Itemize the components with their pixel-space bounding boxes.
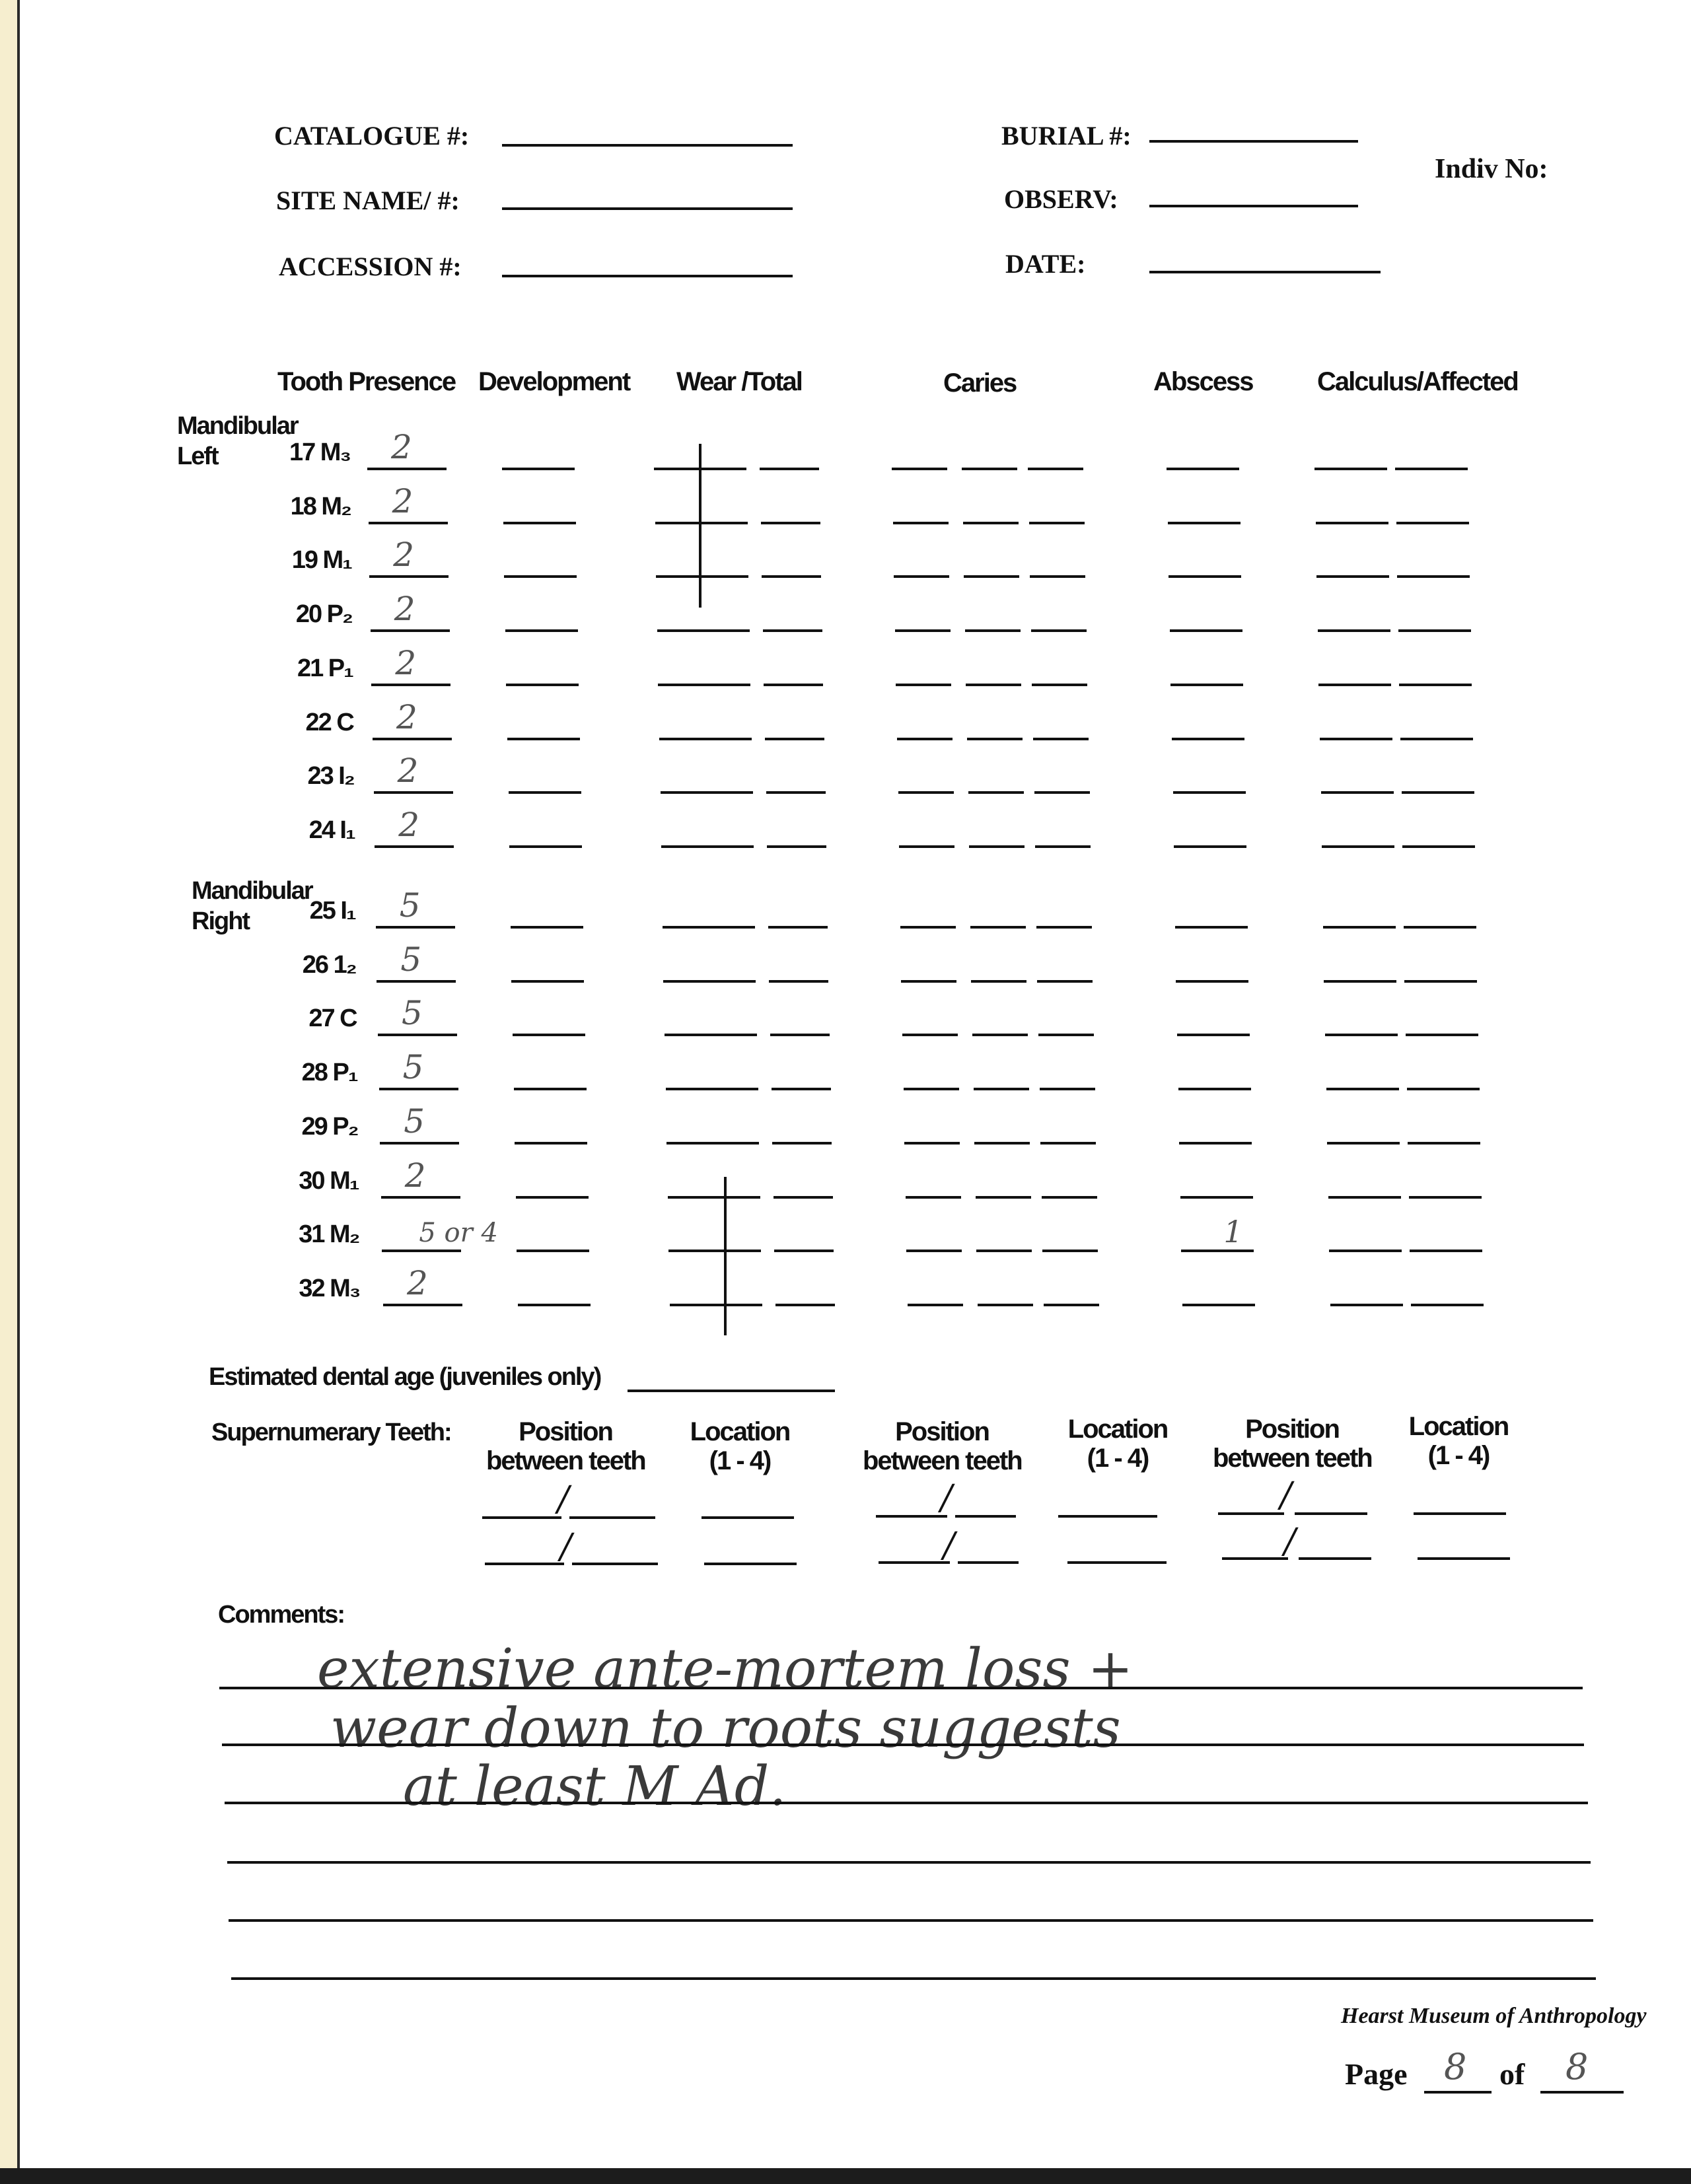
tooth-label: 25 I₁ bbox=[309, 897, 355, 925]
sup-loc3-field[interactable] bbox=[1414, 1512, 1506, 1515]
tooth-field-col-2[interactable] bbox=[767, 845, 826, 848]
tooth-field-col-2[interactable] bbox=[766, 791, 826, 794]
tooth-field-col-6[interactable] bbox=[1178, 1088, 1251, 1090]
tooth-field-col-3[interactable] bbox=[899, 845, 954, 848]
comment-field-6[interactable] bbox=[231, 1977, 1596, 1980]
burial-field[interactable] bbox=[1149, 140, 1358, 143]
tooth-presence-value: 5 bbox=[399, 886, 421, 925]
tooth-field-col-6[interactable] bbox=[1175, 926, 1248, 929]
tooth-field-col-6[interactable] bbox=[1170, 684, 1243, 686]
tooth-presence-field[interactable] bbox=[375, 845, 454, 848]
tooth-field-col-8[interactable] bbox=[1404, 980, 1477, 983]
tooth-field-col-4[interactable] bbox=[970, 926, 1026, 929]
tooth-presence-value: 2 bbox=[396, 697, 417, 736]
tooth-field-col-0[interactable] bbox=[513, 1034, 585, 1036]
sup-pos3-d-field[interactable] bbox=[1299, 1557, 1371, 1560]
tooth-field-col-3[interactable] bbox=[898, 791, 954, 794]
comment-line-3: at least M Ad. bbox=[403, 1755, 787, 1818]
tooth-field-col-8[interactable] bbox=[1402, 845, 1475, 848]
tooth-field-col-2[interactable] bbox=[772, 1088, 831, 1090]
comment-line-2: wear down to roots suggests bbox=[330, 1697, 1121, 1760]
tooth-field-col-6[interactable] bbox=[1181, 1250, 1254, 1252]
sup-location-1-line1: Location bbox=[690, 1417, 790, 1446]
tooth-field-col-5[interactable] bbox=[1031, 629, 1087, 632]
tooth-field-col-7[interactable] bbox=[1327, 1142, 1400, 1145]
tooth-field-col-0[interactable] bbox=[518, 1304, 591, 1306]
tooth-presence-field[interactable] bbox=[382, 1250, 461, 1252]
observ-label: OBSERV: bbox=[1004, 184, 1118, 214]
accession-label: ACCESSION #: bbox=[279, 252, 462, 281]
tooth-field-col-6[interactable] bbox=[1169, 575, 1241, 578]
tooth-field-col-5[interactable] bbox=[1035, 845, 1091, 848]
sup-position-2-line2: between teeth bbox=[863, 1446, 1022, 1475]
col-caries: Caries bbox=[943, 369, 1017, 398]
tooth-field-col-6[interactable] bbox=[1179, 1142, 1252, 1145]
tooth-field-col-3[interactable] bbox=[904, 1088, 959, 1090]
tooth-field-col-4[interactable] bbox=[971, 980, 1026, 983]
tooth-field-col-4[interactable] bbox=[974, 1088, 1029, 1090]
sup-pos2-b-field[interactable] bbox=[955, 1515, 1016, 1518]
estimated-age-field[interactable] bbox=[628, 1390, 835, 1392]
sup-position-header-2 bbox=[863, 1417, 1021, 1475]
col-abscess: Abscess bbox=[1153, 367, 1253, 396]
sup-pos1-b-field[interactable] bbox=[569, 1516, 655, 1519]
tooth-presence-value: 2 bbox=[393, 536, 414, 574]
tooth-field-col-0[interactable] bbox=[506, 684, 579, 686]
tooth-field-col-2[interactable] bbox=[763, 629, 822, 632]
slash-mark: / bbox=[558, 1479, 569, 1519]
tooth-presence-value: 5 bbox=[404, 1102, 425, 1141]
tooth-presence-value: 5 or 4 bbox=[419, 1218, 498, 1248]
sup-pos3-b-field[interactable] bbox=[1295, 1512, 1367, 1515]
scan-bottom-edge bbox=[0, 2168, 1691, 2184]
tooth-field-col-7[interactable] bbox=[1318, 629, 1390, 632]
tooth-presence-field[interactable] bbox=[369, 575, 449, 578]
sup-location-1-line2: (1 - 4) bbox=[709, 1446, 771, 1475]
sup-location-header-3 bbox=[1406, 1412, 1511, 1470]
tooth-field-col-1[interactable] bbox=[668, 1250, 761, 1252]
tooth-field-col-7[interactable] bbox=[1328, 1196, 1401, 1199]
sup-loc1-b-field[interactable] bbox=[704, 1563, 797, 1565]
tooth-presence-value: 2 bbox=[397, 752, 419, 790]
sup-pos1-c-field[interactable] bbox=[485, 1563, 564, 1565]
sup-pos2-a-field[interactable] bbox=[876, 1515, 947, 1518]
tooth-label: 27 C bbox=[308, 1004, 357, 1032]
catalogue-label: CATALOGUE #: bbox=[274, 121, 470, 151]
wear-divider-right-molars bbox=[724, 1177, 727, 1335]
tooth-field-col-0[interactable] bbox=[504, 575, 577, 578]
tooth-field-col-5[interactable] bbox=[1033, 738, 1089, 740]
tooth-field-col-8[interactable] bbox=[1410, 1250, 1482, 1252]
tooth-field-col-0[interactable] bbox=[516, 1196, 589, 1199]
section-right-line1: Mandibular bbox=[192, 877, 312, 905]
tooth-presence-field[interactable] bbox=[373, 738, 452, 740]
tooth-presence-value: 5 bbox=[402, 994, 423, 1032]
tooth-field-col-0[interactable] bbox=[511, 926, 583, 929]
tooth-field-col-5[interactable] bbox=[1044, 1304, 1099, 1306]
burial-label: BURIAL #: bbox=[1001, 121, 1132, 151]
tooth-field-col-3[interactable] bbox=[892, 468, 947, 470]
observ-field[interactable] bbox=[1149, 205, 1358, 207]
sup-pos2-c-field[interactable] bbox=[879, 1561, 950, 1564]
tooth-field-col-6[interactable] bbox=[1167, 468, 1239, 470]
sup-pos3-c-field[interactable] bbox=[1222, 1557, 1288, 1560]
tooth-label: 31 M₂ bbox=[299, 1220, 359, 1248]
tooth-field-col-8[interactable] bbox=[1396, 522, 1469, 524]
tooth-presence-value: 2 bbox=[392, 481, 414, 520]
tooth-field-col-2[interactable] bbox=[760, 468, 819, 470]
tooth-presence-value: 2 bbox=[398, 805, 419, 844]
tooth-field-col-4[interactable] bbox=[978, 1304, 1033, 1306]
tooth-field-col-8[interactable] bbox=[1399, 684, 1472, 686]
page-number: 8 bbox=[1444, 2046, 1467, 2088]
sup-position-1-line2: between teeth bbox=[486, 1446, 645, 1475]
tooth-field-col-3[interactable] bbox=[894, 575, 949, 578]
wear-divider-left-molars bbox=[699, 444, 702, 608]
tooth-field-col-4[interactable] bbox=[974, 1142, 1030, 1145]
tooth-field-col-1[interactable] bbox=[666, 1142, 759, 1145]
tooth-field-col-7[interactable] bbox=[1325, 1034, 1398, 1036]
tooth-field-col-8[interactable] bbox=[1411, 1304, 1484, 1306]
tooth-field-col-2[interactable] bbox=[769, 980, 828, 983]
sup-location-header-1 bbox=[687, 1417, 793, 1475]
tooth-field-col-0[interactable] bbox=[509, 845, 582, 848]
tooth-field-col-8[interactable] bbox=[1397, 575, 1470, 578]
tooth-label: 26 1₂ bbox=[302, 950, 356, 979]
tooth-field-col-3[interactable] bbox=[904, 1142, 960, 1145]
tooth-field-col-7[interactable] bbox=[1320, 738, 1392, 740]
catalogue-field[interactable] bbox=[502, 144, 793, 147]
tooth-label: 28 P₁ bbox=[301, 1058, 357, 1086]
tooth-field-col-0[interactable] bbox=[505, 629, 578, 632]
tooth-field-col-1[interactable] bbox=[665, 1034, 757, 1036]
tooth-field-col-3[interactable] bbox=[893, 522, 949, 524]
slash-mark: / bbox=[943, 1526, 955, 1565]
supernumerary-label: Supernumerary Teeth: bbox=[211, 1419, 451, 1446]
tooth-presence-value: 2 bbox=[407, 1263, 428, 1302]
tooth-label: 24 I₁ bbox=[308, 816, 355, 844]
tooth-presence-value: 2 bbox=[395, 644, 417, 682]
tooth-field-col-4[interactable] bbox=[969, 845, 1025, 848]
sup-pos1-d-field[interactable] bbox=[572, 1563, 658, 1565]
tooth-presence-value: 5 bbox=[400, 940, 422, 979]
section-left-line1: Mandibular bbox=[177, 412, 298, 440]
tooth-field-col-1[interactable] bbox=[661, 791, 753, 794]
tooth-label: 21 P₁ bbox=[297, 654, 353, 682]
tooth-field-col-2[interactable] bbox=[772, 1142, 832, 1145]
section-right-line2: Right bbox=[192, 907, 250, 935]
tooth-field-col-3[interactable] bbox=[900, 926, 956, 929]
sup-pos3-a-field[interactable] bbox=[1218, 1512, 1284, 1515]
tooth-field-col-1[interactable] bbox=[656, 575, 748, 578]
estimated-age-label: Estimated dental age (juveniles only) bbox=[209, 1363, 601, 1391]
tooth-field-col-3[interactable] bbox=[901, 980, 956, 983]
sup-loc2-b-field[interactable] bbox=[1067, 1561, 1167, 1564]
of-label: of bbox=[1499, 2057, 1525, 2091]
sup-location-2-line1: Location bbox=[1067, 1415, 1168, 1444]
tooth-field-col-8[interactable] bbox=[1398, 629, 1471, 632]
slash-mark: / bbox=[1284, 1522, 1296, 1561]
comment-field-1[interactable] bbox=[219, 1687, 1583, 1689]
tooth-field-col-7[interactable] bbox=[1323, 926, 1396, 929]
tooth-field-col-0[interactable] bbox=[502, 468, 575, 470]
tooth-field-col-5[interactable] bbox=[1029, 522, 1085, 524]
tooth-presence-field[interactable] bbox=[378, 1034, 457, 1036]
tooth-field-col-8[interactable] bbox=[1406, 1034, 1478, 1036]
tooth-presence-field[interactable] bbox=[369, 522, 448, 524]
tooth-label: 19 M₁ bbox=[291, 546, 351, 574]
col-calculus-affected: Calculus/Affected bbox=[1317, 367, 1518, 396]
slash-mark: / bbox=[1280, 1475, 1292, 1515]
tooth-field-col-0[interactable] bbox=[509, 791, 581, 794]
tooth-label: 32 M₃ bbox=[299, 1274, 360, 1302]
slash-mark: / bbox=[941, 1478, 953, 1518]
tooth-presence-value: 2 bbox=[391, 428, 412, 466]
tooth-field-col-6[interactable] bbox=[1180, 1196, 1253, 1199]
tooth-field-col-8[interactable] bbox=[1400, 738, 1473, 740]
tooth-presence-field[interactable] bbox=[381, 1196, 460, 1199]
tooth-field-col-2[interactable] bbox=[775, 1304, 835, 1306]
tooth-field-col-0[interactable] bbox=[507, 738, 580, 740]
tooth-field-col-5[interactable] bbox=[1030, 575, 1085, 578]
tooth-field-col-1[interactable] bbox=[670, 1304, 762, 1306]
tooth-presence-field[interactable] bbox=[380, 1142, 459, 1145]
col-development: Development bbox=[478, 367, 630, 396]
section-left-line2: Left bbox=[177, 442, 218, 470]
tooth-abscess-value: 1 bbox=[1223, 1214, 1243, 1250]
site-name-field[interactable] bbox=[502, 207, 793, 210]
tooth-field-col-3[interactable] bbox=[897, 738, 953, 740]
tooth-field-col-4[interactable] bbox=[964, 575, 1019, 578]
sup-location-header-2 bbox=[1065, 1415, 1170, 1473]
tooth-field-col-5[interactable] bbox=[1038, 1034, 1094, 1036]
tooth-field-col-3[interactable] bbox=[895, 629, 951, 632]
tooth-field-col-4[interactable] bbox=[962, 468, 1017, 470]
tooth-field-col-7[interactable] bbox=[1314, 468, 1387, 470]
date-label: DATE: bbox=[1005, 249, 1086, 279]
page-total-field[interactable] bbox=[1540, 2091, 1624, 2094]
tooth-field-col-6[interactable] bbox=[1177, 1034, 1250, 1036]
tooth-field-col-7[interactable] bbox=[1322, 845, 1394, 848]
indiv-no-label: Indiv No: bbox=[1435, 154, 1548, 184]
tooth-field-col-7[interactable] bbox=[1329, 1250, 1402, 1252]
tooth-presence-value: 2 bbox=[394, 589, 415, 628]
tooth-field-col-0[interactable] bbox=[515, 1142, 587, 1145]
tooth-field-col-8[interactable] bbox=[1409, 1196, 1482, 1199]
sup-position-2-line1: Position bbox=[895, 1417, 989, 1446]
tooth-field-col-5[interactable] bbox=[1042, 1250, 1098, 1252]
tooth-field-col-5[interactable] bbox=[1028, 468, 1083, 470]
tooth-field-col-1[interactable] bbox=[658, 684, 750, 686]
tooth-field-col-0[interactable] bbox=[511, 980, 584, 983]
tooth-field-col-1[interactable] bbox=[668, 1196, 760, 1199]
tooth-field-col-4[interactable] bbox=[967, 738, 1023, 740]
tooth-field-col-4[interactable] bbox=[976, 1250, 1032, 1252]
tooth-presence-field[interactable] bbox=[379, 1088, 458, 1090]
tooth-field-col-8[interactable] bbox=[1407, 1088, 1480, 1090]
sup-loc3-b-field[interactable] bbox=[1418, 1557, 1510, 1560]
tooth-field-col-3[interactable] bbox=[906, 1250, 962, 1252]
tooth-field-col-2[interactable] bbox=[761, 522, 820, 524]
tooth-field-col-5[interactable] bbox=[1040, 1088, 1095, 1090]
tooth-field-col-3[interactable] bbox=[906, 1196, 961, 1199]
tooth-label: 20 P₂ bbox=[295, 600, 352, 628]
tooth-field-col-2[interactable] bbox=[774, 1250, 834, 1252]
comment-field-5[interactable] bbox=[229, 1919, 1593, 1922]
tooth-field-col-6[interactable] bbox=[1173, 791, 1246, 794]
tooth-label: 17 M₃ bbox=[289, 439, 350, 466]
tooth-label: 23 I₂ bbox=[307, 762, 354, 790]
page-number-field[interactable] bbox=[1424, 2091, 1492, 2094]
sup-pos2-d-field[interactable] bbox=[958, 1561, 1019, 1564]
tooth-field-col-3[interactable] bbox=[902, 1034, 958, 1036]
tooth-field-col-7[interactable] bbox=[1321, 791, 1394, 794]
tooth-field-col-5[interactable] bbox=[1036, 926, 1092, 929]
tooth-label: 18 M₂ bbox=[290, 492, 351, 520]
tooth-field-col-2[interactable] bbox=[762, 575, 821, 578]
tooth-presence-field[interactable] bbox=[383, 1304, 462, 1306]
tooth-field-col-1[interactable] bbox=[666, 1088, 758, 1090]
comments-label: Comments: bbox=[218, 1601, 345, 1629]
tooth-field-col-6[interactable] bbox=[1172, 738, 1244, 740]
comment-field-3[interactable] bbox=[225, 1802, 1588, 1804]
tooth-field-col-5[interactable] bbox=[1037, 980, 1093, 983]
comment-field-4[interactable] bbox=[227, 1861, 1591, 1864]
accession-field[interactable] bbox=[502, 275, 793, 277]
tooth-presence-value: 2 bbox=[404, 1156, 426, 1195]
sup-loc2-field[interactable] bbox=[1058, 1515, 1157, 1518]
comment-line-1: extensive ante-mortem loss + bbox=[317, 1638, 1133, 1701]
tooth-field-col-5[interactable] bbox=[1032, 684, 1087, 686]
tooth-field-col-7[interactable] bbox=[1316, 522, 1388, 524]
sup-loc1-field[interactable] bbox=[702, 1516, 794, 1519]
tooth-field-col-0[interactable] bbox=[503, 522, 576, 524]
tooth-field-col-7[interactable] bbox=[1330, 1304, 1403, 1306]
tooth-presence-field[interactable] bbox=[377, 980, 456, 983]
tooth-field-col-1[interactable] bbox=[663, 926, 755, 929]
tooth-field-col-0[interactable] bbox=[517, 1250, 589, 1252]
sup-position-1-line1: Position bbox=[519, 1417, 612, 1446]
tooth-field-col-8[interactable] bbox=[1404, 926, 1476, 929]
sup-position-3-line2: between teeth bbox=[1213, 1444, 1372, 1473]
sup-position-3-line1: Position bbox=[1245, 1415, 1339, 1444]
tooth-field-col-1[interactable] bbox=[661, 845, 754, 848]
slash-mark: / bbox=[560, 1527, 572, 1567]
tooth-field-col-6[interactable] bbox=[1182, 1304, 1255, 1306]
tooth-field-col-6[interactable] bbox=[1176, 980, 1248, 983]
sup-position-header-1 bbox=[486, 1417, 645, 1475]
tooth-field-col-6[interactable] bbox=[1174, 845, 1246, 848]
tooth-field-col-8[interactable] bbox=[1408, 1142, 1480, 1145]
tooth-presence-field[interactable] bbox=[376, 926, 455, 929]
sup-location-3-line2: (1 - 4) bbox=[1427, 1441, 1490, 1470]
tooth-field-col-7[interactable] bbox=[1324, 980, 1396, 983]
comment-field-2[interactable] bbox=[222, 1744, 1584, 1746]
tooth-field-col-7[interactable] bbox=[1316, 575, 1389, 578]
tooth-field-col-1[interactable] bbox=[657, 629, 750, 632]
page-total: 8 bbox=[1565, 2046, 1589, 2088]
date-field[interactable] bbox=[1149, 271, 1381, 273]
tooth-field-col-4[interactable] bbox=[965, 629, 1021, 632]
page-label: Page bbox=[1345, 2057, 1408, 2091]
tooth-label: 30 M₁ bbox=[299, 1166, 359, 1195]
col-wear-total: Wear /Total bbox=[676, 367, 802, 396]
sup-pos1-a-field[interactable] bbox=[482, 1516, 561, 1519]
tooth-presence-field[interactable] bbox=[374, 791, 453, 794]
col-tooth-presence: Tooth Presence bbox=[277, 367, 456, 396]
tooth-field-col-4[interactable] bbox=[968, 791, 1024, 794]
tooth-field-col-5[interactable] bbox=[1034, 791, 1090, 794]
tooth-field-col-0[interactable] bbox=[514, 1088, 587, 1090]
tooth-field-col-3[interactable] bbox=[896, 684, 951, 686]
tooth-field-col-4[interactable] bbox=[976, 1196, 1031, 1199]
tooth-presence-field[interactable] bbox=[371, 684, 450, 686]
tooth-field-col-1[interactable] bbox=[659, 738, 752, 740]
tooth-field-col-4[interactable] bbox=[972, 1034, 1028, 1036]
institution-name: Hearst Museum of Anthropology bbox=[1341, 2004, 1647, 2028]
tooth-presence-field[interactable] bbox=[367, 468, 447, 470]
tooth-field-col-4[interactable] bbox=[966, 684, 1021, 686]
sup-location-2-line2: (1 - 4) bbox=[1087, 1444, 1149, 1473]
tooth-field-col-7[interactable] bbox=[1318, 684, 1391, 686]
tooth-field-col-7[interactable] bbox=[1326, 1088, 1399, 1090]
tooth-field-col-6[interactable] bbox=[1170, 629, 1242, 632]
sup-location-3-line1: Location bbox=[1408, 1412, 1509, 1441]
tooth-field-col-5[interactable] bbox=[1040, 1142, 1096, 1145]
tooth-field-col-3[interactable] bbox=[908, 1304, 963, 1306]
paper-edge bbox=[0, 0, 20, 2184]
tooth-field-col-2[interactable] bbox=[774, 1196, 833, 1199]
tooth-field-col-4[interactable] bbox=[963, 522, 1019, 524]
tooth-field-col-2[interactable] bbox=[770, 1034, 830, 1036]
tooth-field-col-5[interactable] bbox=[1042, 1196, 1097, 1199]
tooth-field-col-8[interactable] bbox=[1402, 791, 1474, 794]
tooth-label: 22 C bbox=[305, 708, 353, 736]
tooth-presence-field[interactable] bbox=[371, 629, 450, 632]
sup-position-header-3 bbox=[1213, 1415, 1371, 1473]
tooth-field-col-8[interactable] bbox=[1395, 468, 1468, 470]
tooth-field-col-2[interactable] bbox=[765, 738, 824, 740]
tooth-field-col-2[interactable] bbox=[768, 926, 828, 929]
tooth-field-col-1[interactable] bbox=[663, 980, 756, 983]
tooth-presence-value: 5 bbox=[402, 1047, 424, 1086]
tooth-label: 29 P₂ bbox=[301, 1113, 358, 1141]
tooth-field-col-6[interactable] bbox=[1168, 522, 1241, 524]
tooth-field-col-2[interactable] bbox=[764, 684, 823, 686]
site-name-label: SITE NAME/ #: bbox=[276, 186, 460, 215]
